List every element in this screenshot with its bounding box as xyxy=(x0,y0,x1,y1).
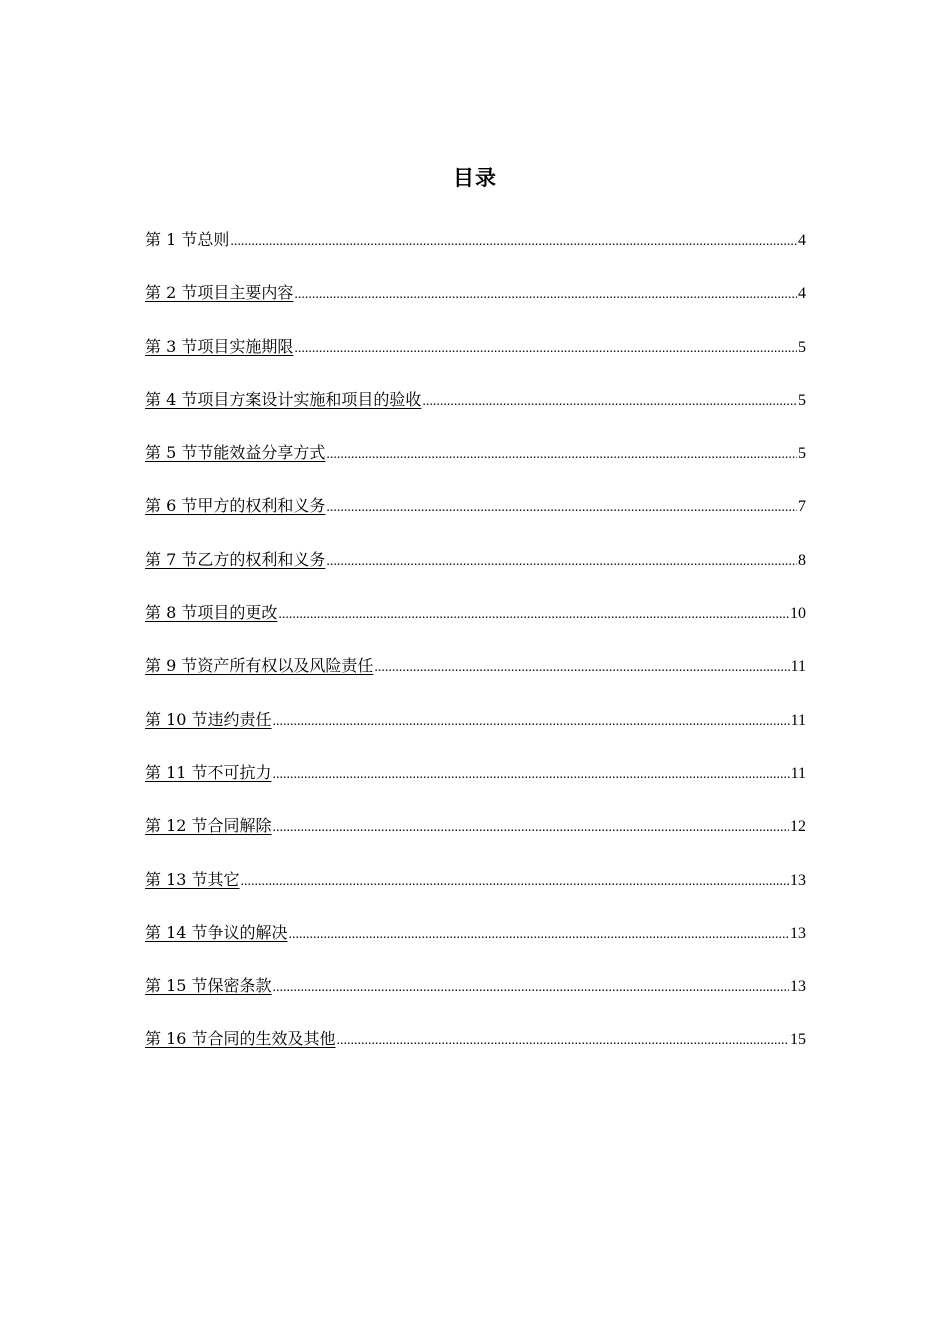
toc-entry-label[interactable]: 第 16 节合同的生效及其他 xyxy=(145,1029,336,1049)
toc-entry-page-number: 7 xyxy=(798,498,806,516)
toc-entry[interactable] xyxy=(145,1028,806,1081)
dot-leader xyxy=(326,551,797,573)
toc-entry[interactable] xyxy=(145,815,806,868)
toc-entry-label[interactable]: 第 6 节甲方的权利和义务 xyxy=(145,496,326,516)
dot-leader xyxy=(294,338,797,360)
toc-entry-page-number: 8 xyxy=(798,551,806,569)
toc-entry-page-number: 4 xyxy=(798,285,806,303)
dot-leader xyxy=(241,871,789,893)
toc-entry-page-number: 13 xyxy=(790,978,806,996)
toc-entry[interactable] xyxy=(145,762,806,815)
toc-entry[interactable] xyxy=(145,229,806,282)
toc-entry-page-number: 5 xyxy=(798,391,806,409)
toc-entry-page-number: 13 xyxy=(790,871,806,889)
toc-entry-label[interactable]: 第 12 节合同解除 xyxy=(145,816,272,836)
toc-entry-page-number: 15 xyxy=(790,1031,806,1049)
toc-list xyxy=(145,229,806,1082)
toc-entry-label[interactable]: 第 7 节乙方的权利和义务 xyxy=(145,549,326,569)
dot-leader xyxy=(337,1030,789,1052)
toc-entry-label[interactable]: 第 5 节节能效益分享方式 xyxy=(145,443,326,463)
toc-entry[interactable] xyxy=(145,442,806,495)
dot-leader xyxy=(326,497,797,519)
toc-entry[interactable] xyxy=(145,495,806,548)
toc-entry-label[interactable]: 第 2 节项目主要内容 xyxy=(145,283,294,303)
toc-entry[interactable] xyxy=(145,336,806,389)
dot-leader xyxy=(230,231,797,253)
toc-entry-label[interactable]: 第 4 节项目方案设计实施和项目的验收 xyxy=(145,389,422,409)
toc-entry-label[interactable]: 第 14 节争议的解决 xyxy=(145,922,288,942)
toc-entry-page-number: 12 xyxy=(790,818,806,836)
toc-entry[interactable] xyxy=(145,869,806,922)
toc-entry-label[interactable]: 第 10 节违约责任 xyxy=(145,709,272,729)
dot-leader xyxy=(278,604,789,626)
toc-entry[interactable] xyxy=(145,602,806,655)
toc-title: 目录 xyxy=(453,166,497,190)
toc-entry-label[interactable]: 第 15 节保密条款 xyxy=(145,976,272,996)
toc-entry-page-number: 11 xyxy=(790,711,806,729)
dot-leader xyxy=(422,391,797,413)
toc-entry-label[interactable]: 第 1 节总则 xyxy=(145,230,230,249)
dot-leader xyxy=(273,977,789,999)
toc-entry-page-number: 4 xyxy=(798,232,806,249)
toc-entry[interactable] xyxy=(145,655,806,708)
dot-leader xyxy=(273,817,789,839)
toc-entry-page-number: 5 xyxy=(798,338,806,356)
toc-entry-page-number: 11 xyxy=(790,658,806,676)
toc-entry-label[interactable]: 第 9 节资产所有权以及风险责任 xyxy=(145,656,374,676)
dot-leader xyxy=(294,284,797,306)
toc-entry[interactable] xyxy=(145,282,806,335)
dot-leader xyxy=(289,924,789,946)
toc-entry-label[interactable]: 第 11 节不可抗力 xyxy=(145,762,272,782)
toc-entry[interactable] xyxy=(145,389,806,442)
dot-leader xyxy=(273,711,790,733)
toc-entry[interactable] xyxy=(145,975,806,1028)
toc-entry[interactable] xyxy=(145,922,806,975)
toc-entry-label[interactable]: 第 13 节其它 xyxy=(145,869,240,889)
toc-entry[interactable] xyxy=(145,709,806,762)
toc-entry-page-number: 13 xyxy=(790,924,806,942)
toc-entry-label[interactable]: 第 8 节项目的更改 xyxy=(145,603,278,623)
toc-entry[interactable] xyxy=(145,549,806,602)
dot-leader xyxy=(326,444,797,466)
toc-entry-page-number: 5 xyxy=(798,445,806,463)
toc-entry-page-number: 10 xyxy=(790,605,806,623)
toc-entry-page-number: 11 xyxy=(790,764,806,782)
dot-leader xyxy=(374,657,789,679)
toc-entry-label[interactable]: 第 3 节项目实施期限 xyxy=(145,336,294,356)
dot-leader xyxy=(273,764,790,786)
